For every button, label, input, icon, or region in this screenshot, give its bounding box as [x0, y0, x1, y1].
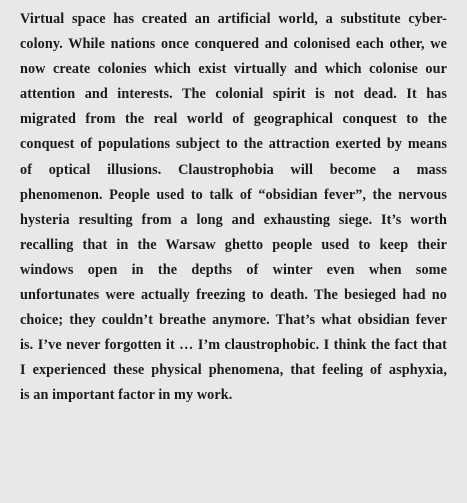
paragraph-line: now create colonies which exist virtually and which colonise our: [20, 61, 447, 78]
paragraph-line: recalling that in the Warsaw ghetto people used to keep their: [20, 236, 447, 253]
paragraph-line: windows open in the depths of winter even when some: [20, 261, 447, 278]
paragraph-line: hysteria resulting from a long and exhausting siege. It’s worth: [20, 211, 447, 228]
paragraph-line: Virtual space has created an artificial world, a substitute cyber-: [20, 11, 447, 27]
paragraph-line: migrated from the real world of geographical conquest to the: [20, 111, 447, 128]
paragraph-line: attention and interests. The colonial spirit is not dead. It has: [20, 86, 447, 103]
paragraph-line: choice; they couldn’t breathe anymore. That’s what obsidian fever: [20, 312, 447, 329]
paragraph-line: phenomenon. People used to talk of “obsidian fever”, the nervous: [20, 186, 447, 203]
paragraph-line: of optical illusions. Claustrophobia will become a mass: [20, 161, 447, 178]
paragraph-line: I experienced these physical phenomena, that feeling of asphyxia,: [20, 362, 447, 379]
paragraph-line: is. I’ve never forgotten it … I’m claustrophobic. I think the fact that: [20, 337, 447, 354]
paragraph-line: colony. While nations once conquered and colonised each other, we: [20, 36, 447, 53]
paragraph-line: conquest of populations subject to the attraction exerted by means: [20, 136, 447, 153]
quote-paragraph: [20, 7, 447, 409]
paragraph-line: unfortunates were actually freezing to death. The besieged had no: [20, 287, 447, 304]
paragraph-line: is an important factor in my work.: [20, 387, 233, 404]
